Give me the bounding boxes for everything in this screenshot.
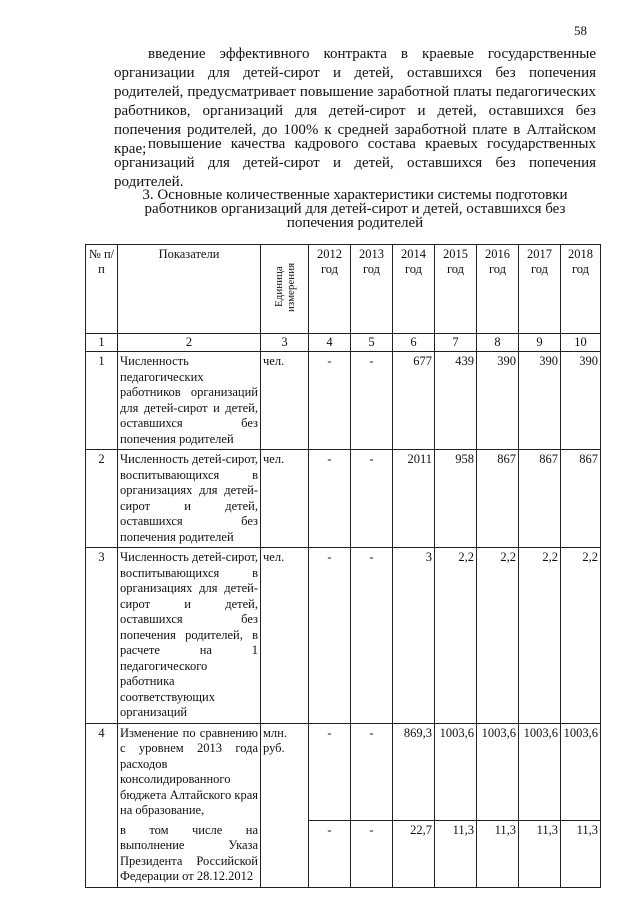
row-unit: чел. xyxy=(261,548,309,724)
row-unit: чел. xyxy=(261,450,309,548)
header-unit xyxy=(261,245,309,334)
row-value: 677 xyxy=(393,352,435,450)
row-value: 1003,6 xyxy=(477,723,519,821)
row-value: - xyxy=(351,450,393,548)
header-no: № п/п xyxy=(86,245,118,334)
row-value: 3 xyxy=(393,548,435,724)
header-year: 2012 год xyxy=(309,245,351,334)
row-value: 958 xyxy=(435,450,477,548)
header-year: 2017 год xyxy=(519,245,561,334)
row-number: 2 xyxy=(86,450,118,548)
row-sub-value: 22,7 xyxy=(393,821,435,888)
header-year: 2013 год xyxy=(351,245,393,334)
column-number: 4 xyxy=(309,334,351,352)
row-value: 390 xyxy=(561,352,601,450)
row-value: 2011 xyxy=(393,450,435,548)
row-number: 3 xyxy=(86,548,118,724)
row-value: 2,2 xyxy=(477,548,519,724)
row-value: - xyxy=(351,548,393,724)
column-number: 6 xyxy=(393,334,435,352)
row-value: 390 xyxy=(519,352,561,450)
column-number: 2 xyxy=(118,334,261,352)
row-value: - xyxy=(351,723,393,821)
column-number: 8 xyxy=(477,334,519,352)
row-value: 867 xyxy=(519,450,561,548)
row-sub-indicator: в том числе на выполнение Указа Президента Российской Федерации от 28.12.2012 xyxy=(118,821,261,888)
column-number: 9 xyxy=(519,334,561,352)
row-value: - xyxy=(309,548,351,724)
row-value: - xyxy=(351,352,393,450)
table-row xyxy=(86,723,601,821)
row-value: 2,2 xyxy=(519,548,561,724)
row-value: 867 xyxy=(561,450,601,548)
table-subrow xyxy=(86,821,601,888)
paragraph-contract: введение эффективного контракта в краевые государственные организации для детей-сирот и детей, оставшихся без попечения родителей, предусматривает повышение заработной платы педагогических работников, организаций для детей-сирот и детей, оставшихся без попечения родителей, до 100% к средней заработной плате в Алтайском крае; xyxy=(114,46,596,157)
column-number: 1 xyxy=(86,334,118,352)
row-sub-value: - xyxy=(351,821,393,888)
row-value: 869,3 xyxy=(393,723,435,821)
header-indicator: Показатели xyxy=(118,245,261,334)
row-number: 4 xyxy=(86,723,118,887)
row-sub-value: 11,3 xyxy=(435,821,477,888)
table-row xyxy=(86,450,601,548)
row-value: 1003,6 xyxy=(561,723,601,821)
row-number: 1 xyxy=(86,352,118,450)
row-value: 2,2 xyxy=(435,548,477,724)
page-number: 58 xyxy=(574,23,587,38)
row-value: 439 xyxy=(435,352,477,450)
header-year: 2018 год xyxy=(561,245,601,334)
column-number: 10 xyxy=(561,334,601,352)
row-indicator: Численность детей-сирот, воспитывающихся в организациях для детей-сирот и детей, оставшихся без попечения родителей xyxy=(118,450,261,548)
row-value: - xyxy=(309,450,351,548)
column-number-row xyxy=(86,334,601,352)
table-row xyxy=(86,548,601,724)
section-title: 3. Основные количественные характеристики системы подготовки работников организаций для детей-сирот и детей, оставшихся без попечения родителей xyxy=(142,187,568,231)
row-value: - xyxy=(309,723,351,821)
header-year: 2014 год xyxy=(393,245,435,334)
column-number: 7 xyxy=(435,334,477,352)
row-sub-value: - xyxy=(309,821,351,888)
row-sub-value: 11,3 xyxy=(519,821,561,888)
column-number: 3 xyxy=(261,334,309,352)
row-unit: чел. xyxy=(261,352,309,450)
row-indicator: Численность педагогических работников организаций для детей-сирот и детей, оставшихся без попечения родителей xyxy=(118,352,261,450)
row-value: - xyxy=(309,352,351,450)
header-unit-label: Единица измерения xyxy=(272,262,297,312)
row-value: 1003,6 xyxy=(519,723,561,821)
row-sub-value: 11,3 xyxy=(561,821,601,888)
row-indicator: Изменение по сравнению с уровнем 2013 года расходов консолидированного бюджета Алтайского края на образование, xyxy=(118,723,261,821)
table-header-row xyxy=(86,245,601,334)
column-number: 5 xyxy=(351,334,393,352)
characteristics-table xyxy=(85,244,601,888)
row-sub-value: 11,3 xyxy=(477,821,519,888)
row-unit: млн. руб. xyxy=(261,723,309,887)
header-year: 2015 год xyxy=(435,245,477,334)
row-value: 867 xyxy=(477,450,519,548)
row-value: 1003,6 xyxy=(435,723,477,821)
row-value: 2,2 xyxy=(561,548,601,724)
row-value: 390 xyxy=(477,352,519,450)
row-indicator: Численность детей-сирот, воспитывающихся в организациях для детей-сирот и детей, оставшихся без попечения родителей, в расчете на 1 педагогического работника соответствующих организаций xyxy=(118,548,261,724)
table-row xyxy=(86,352,601,450)
header-year: 2016 год xyxy=(477,245,519,334)
paragraph-quality: повышение качества кадрового состава краевых государственных организаций для детей-сирот и детей, оставшихся без попечения родителей. xyxy=(114,136,596,190)
